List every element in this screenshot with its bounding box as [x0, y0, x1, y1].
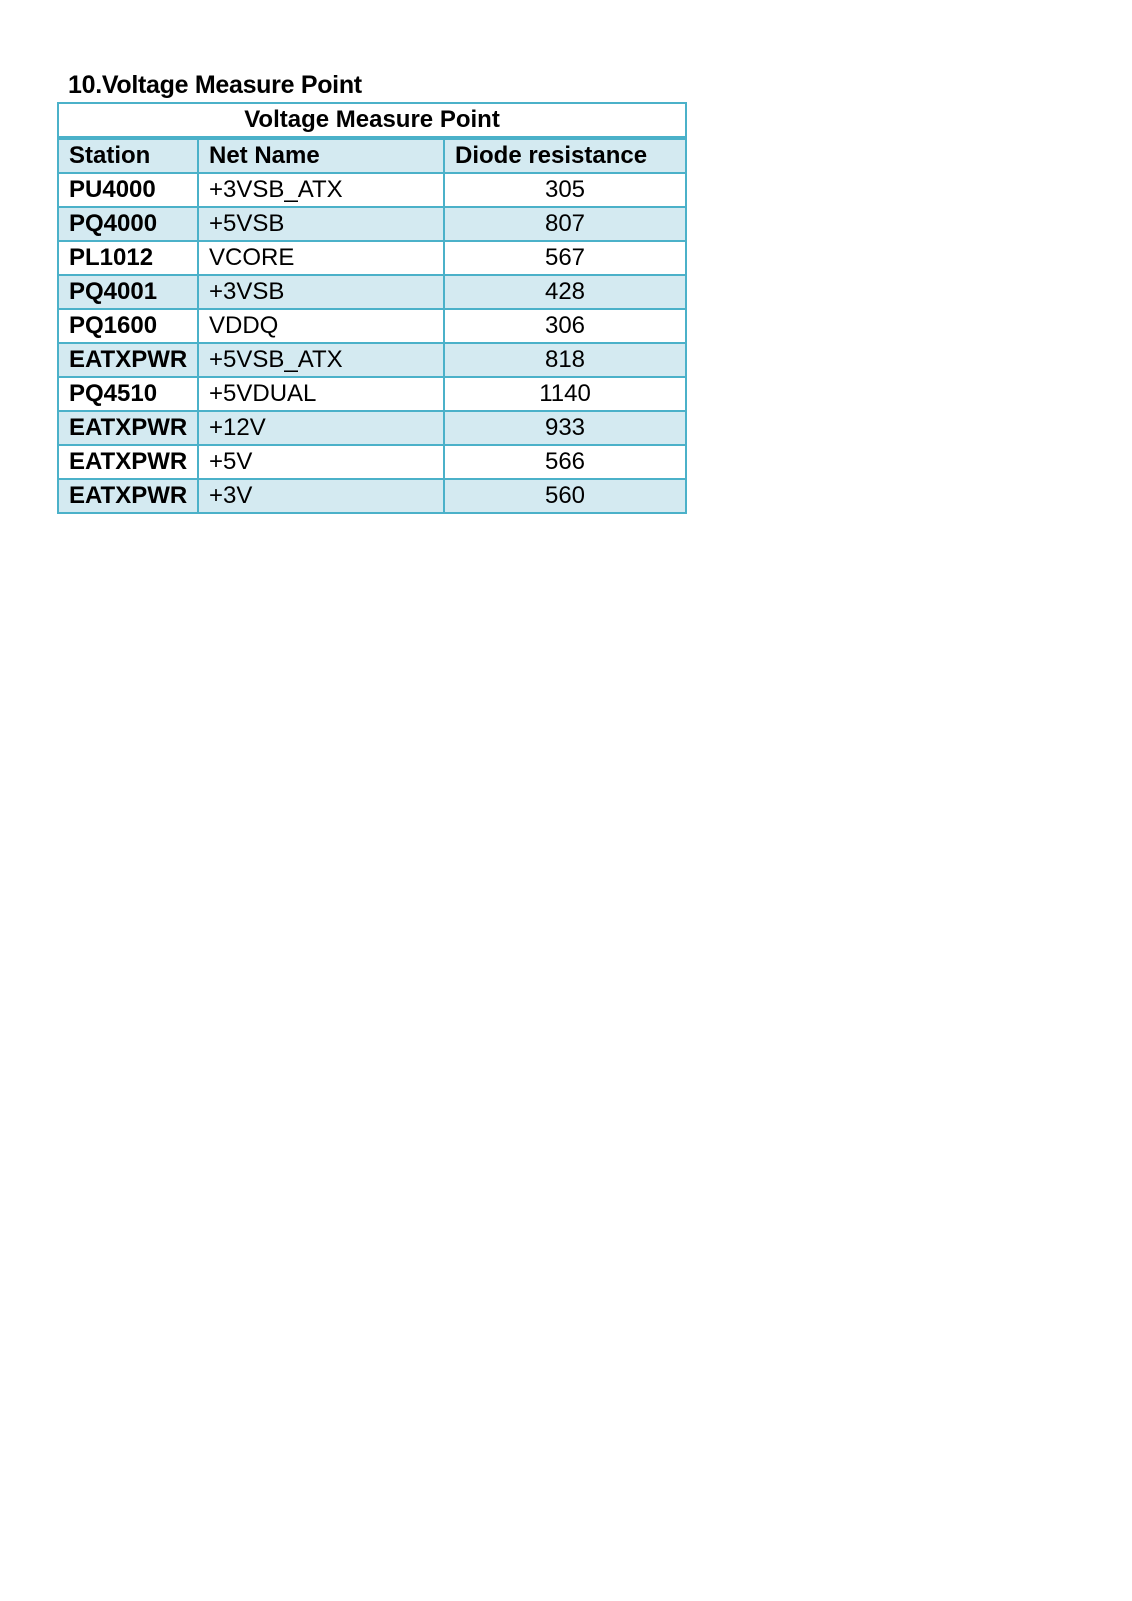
diode-resistance-cell: 933	[444, 411, 686, 445]
table-row	[58, 309, 686, 343]
station-cell: EATXPWR	[58, 411, 198, 445]
net-name-cell: +5VSB	[198, 207, 444, 241]
net-name-cell: +3V	[198, 479, 444, 513]
diode-resistance-cell: 1140	[444, 377, 686, 411]
net-name-cell: VDDQ	[198, 309, 444, 343]
table-caption: Voltage Measure Point	[58, 103, 686, 138]
diode-resistance-cell: 305	[444, 173, 686, 207]
table-row	[58, 445, 686, 479]
table-row	[58, 241, 686, 275]
table-header-row	[58, 138, 686, 173]
station-cell: PL1012	[58, 241, 198, 275]
table-row	[58, 275, 686, 309]
table-row	[58, 479, 686, 513]
diode-resistance-cell: 807	[444, 207, 686, 241]
table-row	[58, 411, 686, 445]
station-cell: PQ4000	[58, 207, 198, 241]
diode-resistance-cell: 428	[444, 275, 686, 309]
diode-resistance-cell: 566	[444, 445, 686, 479]
station-cell: EATXPWR	[58, 479, 198, 513]
net-name-cell: VCORE	[198, 241, 444, 275]
header-net-name: Net Name	[198, 138, 444, 173]
diode-resistance-cell: 818	[444, 343, 686, 377]
voltage-measure-table	[57, 102, 687, 514]
station-cell: PU4000	[58, 173, 198, 207]
header-station: Station	[58, 138, 198, 173]
table-row	[58, 173, 686, 207]
net-name-cell: +5VSB_ATX	[198, 343, 444, 377]
diode-resistance-cell: 567	[444, 241, 686, 275]
header-diode-resistance: Diode resistance	[444, 138, 686, 173]
diode-resistance-cell: 306	[444, 309, 686, 343]
net-name-cell: +5V	[198, 445, 444, 479]
table-row	[58, 377, 686, 411]
station-cell: EATXPWR	[58, 445, 198, 479]
net-name-cell: +3VSB	[198, 275, 444, 309]
station-cell: PQ4510	[58, 377, 198, 411]
station-cell: PQ4001	[58, 275, 198, 309]
station-cell: PQ1600	[58, 309, 198, 343]
net-name-cell: +5VDUAL	[198, 377, 444, 411]
table-row	[58, 343, 686, 377]
station-cell: EATXPWR	[58, 343, 198, 377]
net-name-cell: +12V	[198, 411, 444, 445]
diode-resistance-cell: 560	[444, 479, 686, 513]
table-row	[58, 207, 686, 241]
table-caption-row	[58, 103, 686, 138]
net-name-cell: +3VSB_ATX	[198, 173, 444, 207]
section-title: 10.Voltage Measure Point	[68, 71, 362, 99]
